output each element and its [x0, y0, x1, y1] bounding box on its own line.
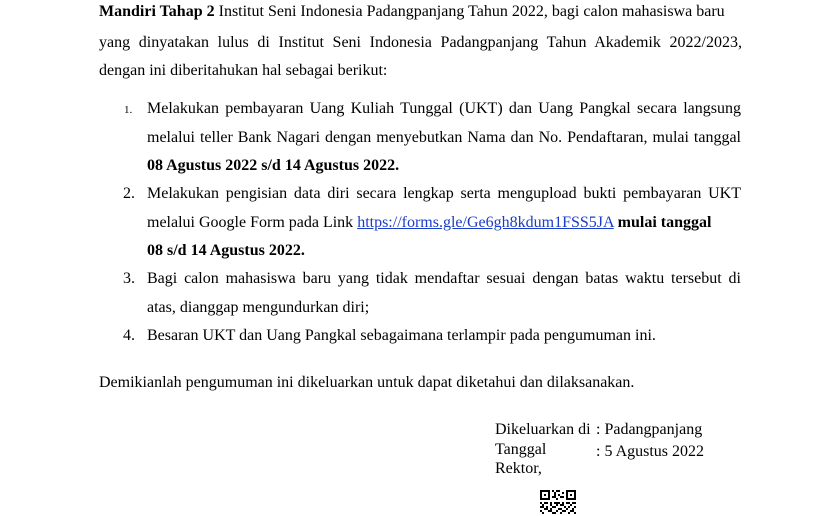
item-3-line-1: Bagi calon mahasiswa baru yang tidak mendaftar sesuai dengan batas waktu tersebut di — [147, 270, 741, 287]
item-1-line-3 — [147, 156, 399, 176]
qr-code — [538, 488, 578, 516]
signatory-role: Rektor, — [495, 460, 542, 477]
item-2-number: 2. — [123, 185, 135, 202]
item-2-line-1: Melakukan pengisian data diri secara lengkap serta mengupload bukti pembayaran UKT — [147, 185, 741, 202]
item-2-dates: 08 s/d 14 Agustus 2022. — [147, 242, 305, 259]
intro-line-3: dengan ini diberitahukan hal sebagai berikut: — [99, 62, 388, 79]
intro-line-1 — [99, 2, 742, 22]
issued-label: Dikeluarkan di — [495, 421, 591, 438]
item-4-number: 4. — [123, 327, 135, 344]
intro-lead-rest: Institut Seni Indonesia Padangpanjang Tahun 2022, bagi calon mahasiswa baru — [218, 3, 725, 20]
qr-code-graphic — [538, 488, 578, 516]
item-2-line-2-bold: mulai tanggal — [617, 214, 712, 231]
item-4-line-1: Besaran UKT dan Uang Pangkal sebagaimana terlampir pada pengumuman ini. — [147, 327, 656, 344]
item-2-line-2-prefix: melalui Google Form pada Link — [147, 214, 354, 231]
item-1-line-2: melalui teller Bank Nagari dengan menyebutkan Nama dan No. Pendaftaran, mulai tanggal — [147, 129, 741, 146]
item-2-line-3 — [147, 241, 305, 261]
google-form-link[interactable]: https://forms.gle/Ge6gh8kdum1FSS5JA — [357, 214, 614, 231]
item-3-line-2: atas, dianggap mengundurkan diri; — [147, 299, 370, 316]
item-2-line-2 — [147, 213, 711, 233]
item-1-line-1: Melakukan pembayaran Uang Kuliah Tunggal (UKT) dan Uang Pangkal secara langsung — [147, 100, 741, 117]
item-3-number: 3. — [123, 270, 135, 287]
intro-lead-bold: Mandiri Tahap 2 — [99, 3, 215, 20]
intro-line-2: yang dinyatakan lulus di Institut Seni Indonesia Padangpanjang Tahun Akademik 2022/2023, — [99, 34, 742, 51]
date-value: : 5 Agustus 2022 — [596, 443, 705, 460]
closing-statement: Demikianlah pengumuman ini dikeluarkan untuk dapat diketahui dan dilaksanakan. — [99, 374, 635, 391]
date-label: Tanggal — [495, 441, 547, 458]
issued-value: : Padangpanjang — [596, 421, 703, 438]
item-1-dates: 08 Agustus 2022 s/d 14 Agustus 2022. — [147, 157, 400, 174]
item-1-number: 1. — [124, 104, 133, 116]
